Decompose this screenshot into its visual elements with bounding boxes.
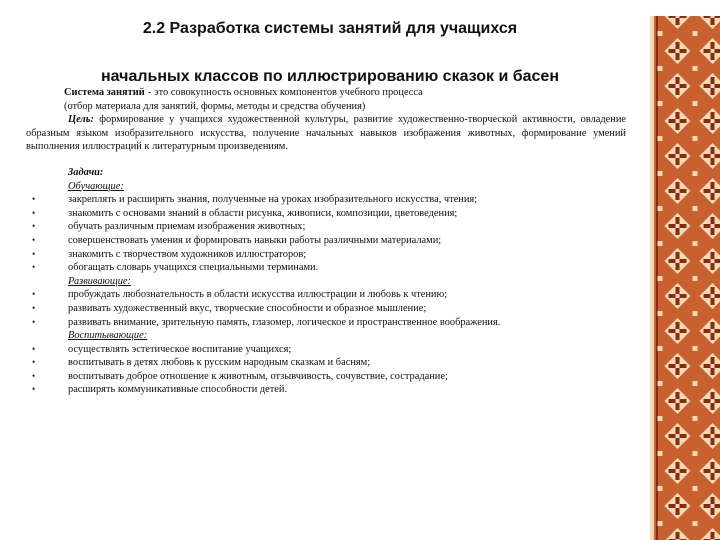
definition-text-line-2: (отбор материала для занятий, формы, методы и средства обучения) <box>64 100 366 112</box>
embroidery-ornament <box>650 16 720 540</box>
task-text: воспитывать доброе отношение к животным, отзывчивость, сочувствие, сострадание; <box>68 370 448 382</box>
slide-title-line-1: 2.2 Разработка системы занятий для учащихся <box>142 20 518 37</box>
bullet-icon: • <box>32 248 36 259</box>
task-text: воспитывать в детях любовь к русским народным сказкам и басням; <box>68 357 371 369</box>
task-list <box>26 288 626 329</box>
bullet-icon: • <box>32 289 36 300</box>
bullet-icon: • <box>32 370 36 381</box>
task-text: расширять коммуникативные способности детей. <box>68 384 288 396</box>
bullet-icon: • <box>32 316 36 327</box>
definition-paragraph <box>26 86 626 113</box>
task-text: развивать внимание, зрительную память, глазомер, логическое и пространственное воображения. <box>68 316 501 328</box>
task-groups <box>26 180 626 398</box>
task-list-item <box>26 383 626 397</box>
task-text: пробуждать любознательность в области искусства иллюстрации и любовь к чтению; <box>68 289 448 301</box>
definition-lead: Система занятий <box>64 87 145 98</box>
task-group-title: Обучающие: <box>68 180 124 192</box>
task-list-item <box>26 302 626 316</box>
task-list-item <box>26 207 626 221</box>
task-list-item <box>26 220 626 234</box>
task-text: знакомить с основами знаний в области рисунка, живописи, композиции, цветоведения; <box>68 207 458 219</box>
bullet-icon: • <box>32 207 36 218</box>
task-text: развивать художественный вкус, творческие способности и образное мышление; <box>68 302 427 314</box>
slide-content <box>26 86 626 397</box>
task-list-item <box>26 288 626 302</box>
task-text: осуществлять эстетическое воспитание учащихся; <box>68 343 292 355</box>
bullet-icon: • <box>32 384 36 395</box>
task-list-item <box>26 356 626 370</box>
bullet-icon: • <box>32 343 36 354</box>
task-group-title: Развивающие: <box>68 275 131 287</box>
task-list-item <box>26 193 626 207</box>
bullet-icon: • <box>32 302 36 313</box>
ornament-pattern <box>650 16 720 540</box>
goal-lead: Цель: <box>68 114 94 126</box>
goal-text: формирование у учащихся художественной культуры, развитие художественно-творческой активности, овладение образным языком изобразительного искусства, получение начальных навыков изображения животных, формирование умений выполнения иллюстраций к литературным произведениям. <box>26 114 626 153</box>
task-text: обучать различным приемам изображения животных; <box>68 221 306 233</box>
bullet-icon: • <box>32 357 36 368</box>
definition-separator: - <box>147 87 152 98</box>
bullet-icon: • <box>32 194 36 205</box>
task-text: совершенствовать умения и формировать навыки работы различными материалами; <box>68 234 442 246</box>
task-list <box>26 343 626 397</box>
task-list-item <box>26 261 626 275</box>
task-list <box>26 193 626 275</box>
task-list-item <box>26 316 626 330</box>
bullet-icon: • <box>32 221 36 232</box>
bullet-icon: • <box>32 262 36 273</box>
task-list-item <box>26 343 626 357</box>
task-list-item <box>26 370 626 384</box>
task-text: обогащать словарь учащихся специальными терминами. <box>68 262 319 274</box>
bullet-icon: • <box>32 234 36 245</box>
task-list-item <box>26 248 626 262</box>
tasks-label: Задачи: <box>68 166 104 178</box>
task-text: закреплять и расширять знания, полученные на уроках изобразительного искусства, чтения; <box>68 194 478 206</box>
slide-title-line-2: начальных классов по иллюстрированию сказок и басен <box>101 68 559 85</box>
goal-paragraph <box>26 113 626 154</box>
task-group-title: Воспитывающие: <box>68 330 148 342</box>
definition-text-line-1: это совокупность основных компонентов учебного процесса <box>154 87 423 98</box>
task-text: знакомить с творчеством художников иллюстраторов; <box>68 248 307 260</box>
task-list-item <box>26 234 626 248</box>
tasks-section <box>26 166 626 397</box>
